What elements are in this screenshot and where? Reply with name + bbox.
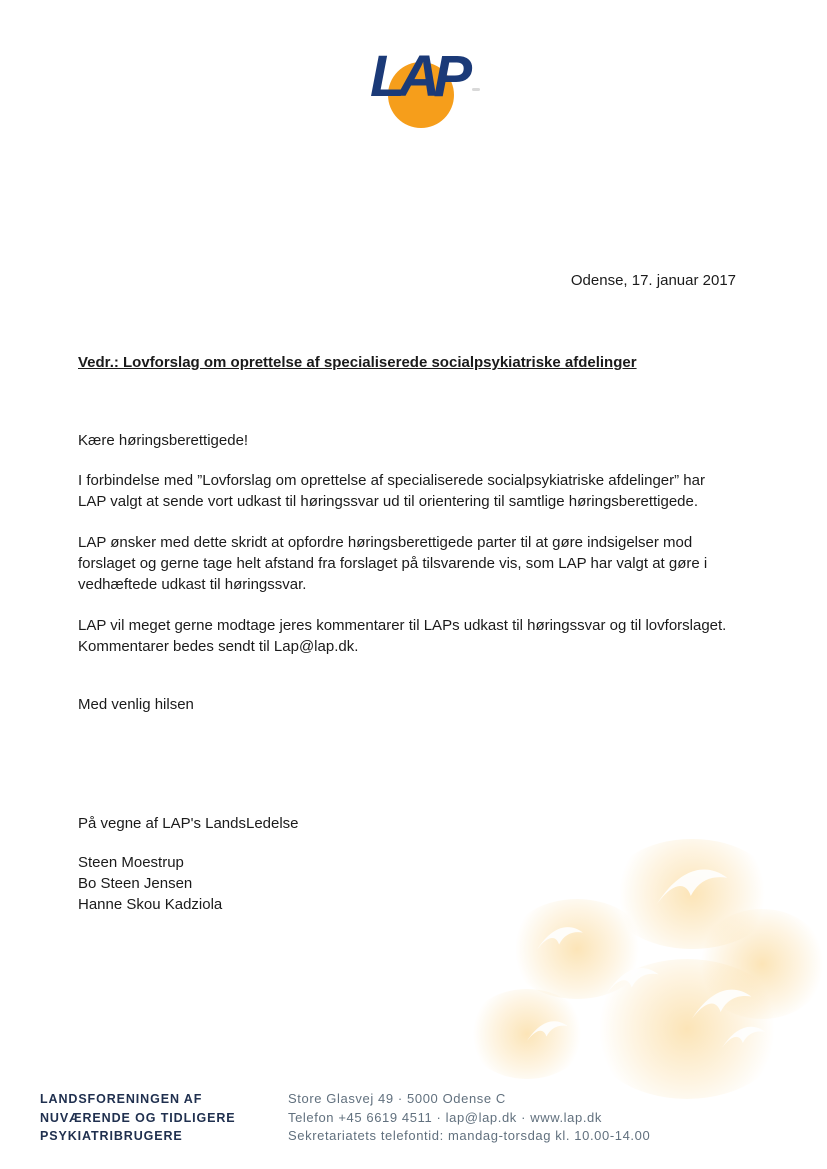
on-behalf-line: På vegne af LAP's LandsLedelse xyxy=(78,815,299,832)
footer-org-line: NUVÆRENDE OG TIDLIGERE xyxy=(40,1110,236,1125)
footer-address-line: Store Glasvej 49 · 5000 Odense C xyxy=(288,1091,506,1106)
watermark-glow xyxy=(467,989,587,1079)
paragraph-3: LAP vil meget gerne modtage jeres kommentarer til LAPs udkast til høringssvar og til lovforslaget. Kommentarer bedes sendt til Lap@lap.dk. xyxy=(78,617,727,655)
lap-logo xyxy=(360,46,480,136)
date-line: Odense, 17. januar 2017 xyxy=(570,272,736,289)
signatory-name: Steen Moestrup xyxy=(78,854,184,871)
scan-artifact xyxy=(472,88,480,91)
footer-hours-line: Sekretariatets telefontid: mandag-torsdag kl. 10.00-14.00 xyxy=(288,1128,651,1143)
footer-org-line: PSYKIATRIBRUGERE xyxy=(40,1129,183,1143)
footer-organization-name xyxy=(40,1090,236,1146)
logo-text: LAP xyxy=(370,44,465,109)
footer-org-line: LANDSFORENINGEN AF xyxy=(40,1092,203,1106)
salutation: Kære høringsberettigede! xyxy=(78,432,249,449)
footer-contact-info xyxy=(288,1090,650,1146)
watermark-glow xyxy=(697,909,827,1019)
closing: Med venlig hilsen xyxy=(78,696,194,713)
signatory-name: Bo Steen Jensen xyxy=(78,875,193,892)
paragraph-1: I forbindelse med ”Lovforslag om oprettelse af specialiserede socialpsykiatriske afdelinger” har LAP valgt at sende vort udkast til høringssvar ud til orientering til samtlige høringsberettigede. xyxy=(78,472,705,510)
watermark-glow xyxy=(587,959,787,1099)
letter-body xyxy=(78,270,736,915)
subject-line: Vedr.: Lovforslag om oprettelse af specialiserede socialpsykiatriske afdelinger xyxy=(78,354,637,371)
signatory-name: Hanne Skou Kadziola xyxy=(78,896,223,913)
footer-phone-line: Telefon +45 6619 4511 · lap@lap.dk · www.lap.dk xyxy=(288,1109,602,1125)
paragraph-2: LAP ønsker med dette skridt at opfordre høringsberettigede parter til at gøre indsigelser mod forslaget og gerne tage helt afstand fra forslaget på tilsvarende vis, som LAP har valgt at gøre i vedhæftede udkast til høringssvar. xyxy=(78,534,708,593)
